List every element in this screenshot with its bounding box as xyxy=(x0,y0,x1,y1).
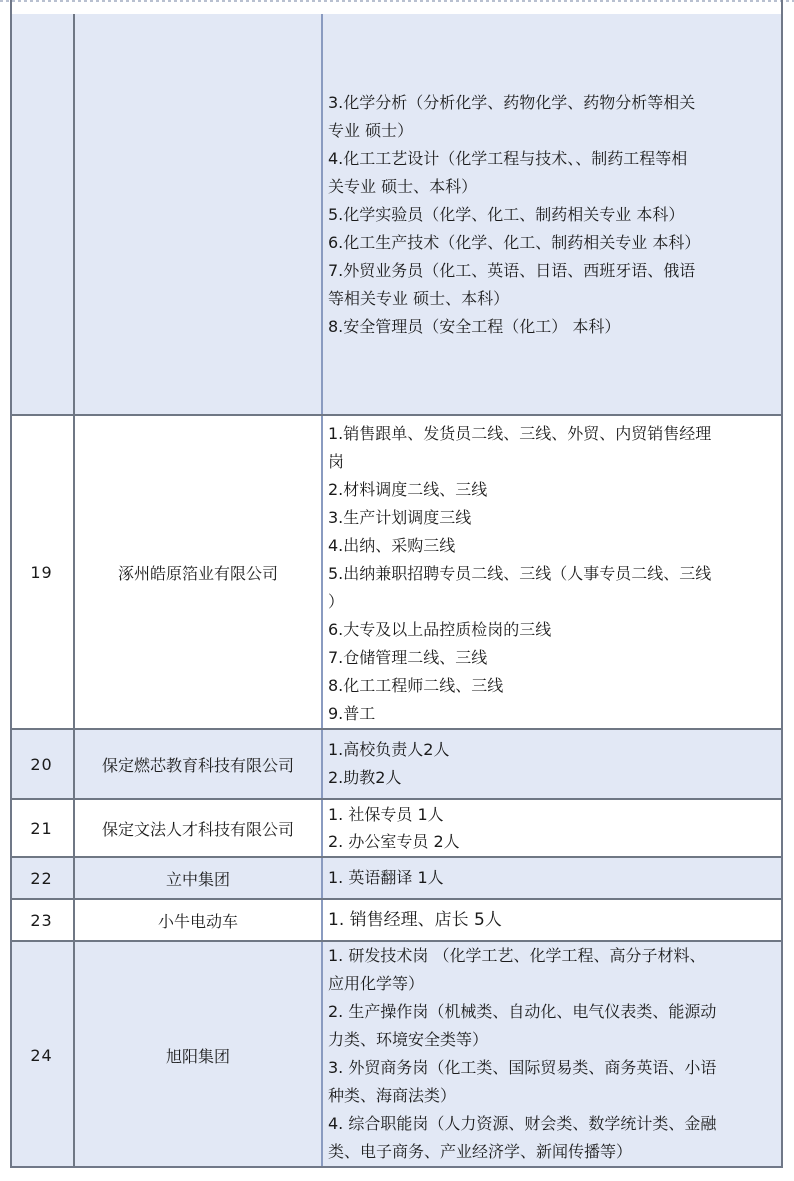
company-name: 旭阳集团 xyxy=(75,942,323,1168)
company-name: 立中集团 xyxy=(75,858,323,898)
job-line: 4.化工工艺设计（化学工程与技术、、制药工程等相 xyxy=(328,149,688,168)
row-number: 23 xyxy=(10,900,75,940)
row-number: 21 xyxy=(10,800,75,856)
job-line: 关专业 硕士、本科） xyxy=(328,177,478,196)
job-line: 4.出纳、采购三线 xyxy=(328,536,456,555)
row-number: 22 xyxy=(10,858,75,898)
company-name: 涿州皓原箔业有限公司 xyxy=(75,416,323,728)
job-line: 等相关专业 硕士、本科） xyxy=(328,289,510,308)
job-line: 3. 外贸商务岗（化工类、国际贸易类、商务英语、小语 xyxy=(328,1058,717,1077)
company-name: 保定文法人才科技有限公司 xyxy=(75,800,323,856)
job-line: 6.化工生产技术（化学、化工、制药相关专业 本科） xyxy=(328,233,701,252)
job-line: 力类、环境安全类等） xyxy=(328,1030,489,1049)
job-line: 1. 销售经理、店长 5人 xyxy=(328,910,502,930)
job-line: 类、电子商务、产业经济学、新闻传播等） xyxy=(328,1142,633,1161)
job-line: 应用化学等） xyxy=(328,974,425,993)
job-line: 1. 英语翻译 1人 xyxy=(328,868,444,887)
job-line: 1.销售跟单、发货员二线、三线、外贸、内贸销售经理 xyxy=(328,424,712,443)
job-line: ） xyxy=(328,592,345,611)
job-line: 岗 xyxy=(328,452,345,471)
row-number: 24 xyxy=(10,942,75,1168)
job-line: 1. 研发技术岗 （化学工艺、化学工程、高分子材料、 xyxy=(328,946,706,965)
table-frame xyxy=(10,0,783,1168)
company-name: 小牛电动车 xyxy=(75,900,323,940)
job-line: 3.生产计划调度三线 xyxy=(328,508,472,527)
job-line: 2.助教2人 xyxy=(328,768,402,787)
job-line: 5.出纳兼职招聘专员二线、三线（人事专员二线、三线 xyxy=(328,564,712,583)
job-line: 1.高校负责人2人 xyxy=(328,740,450,759)
job-line: 8.安全管理员（安全工程（化工） 本科） xyxy=(328,317,621,336)
job-line: 6.大专及以上品控质检岗的三线 xyxy=(328,620,552,639)
job-line: 种类、海商法类） xyxy=(328,1086,457,1105)
row-number: 20 xyxy=(10,730,75,798)
job-line: 2. 生产操作岗（机械类、自动化、电气仪表类、能源动 xyxy=(328,1002,717,1021)
job-line: 9.普工 xyxy=(328,704,376,723)
job-line: 1. 社保专员 1人 xyxy=(328,805,444,824)
job-line: 2.材料调度二线、三线 xyxy=(328,480,488,499)
job-line: 5.化学实验员（化学、化工、制药相关专业 本科） xyxy=(328,205,685,224)
job-line: 4. 综合职能岗（人力资源、财会类、数学统计类、金融 xyxy=(328,1114,717,1133)
job-line: 8.化工工程师二线、三线 xyxy=(328,676,504,695)
job-line: 3.化学分析（分析化学、药物化学、药物分析等相关 xyxy=(328,93,696,112)
job-line: 2. 办公室专员 2人 xyxy=(328,832,460,851)
job-line: 专业 硕士） xyxy=(328,121,414,140)
company-name: 保定燃芯教育科技有限公司 xyxy=(75,730,323,798)
job-line: 7.仓储管理二线、三线 xyxy=(328,648,488,667)
row-number: 19 xyxy=(10,416,75,728)
job-line: 7.外贸业务员（化工、英语、日语、西班牙语、俄语 xyxy=(328,261,696,280)
